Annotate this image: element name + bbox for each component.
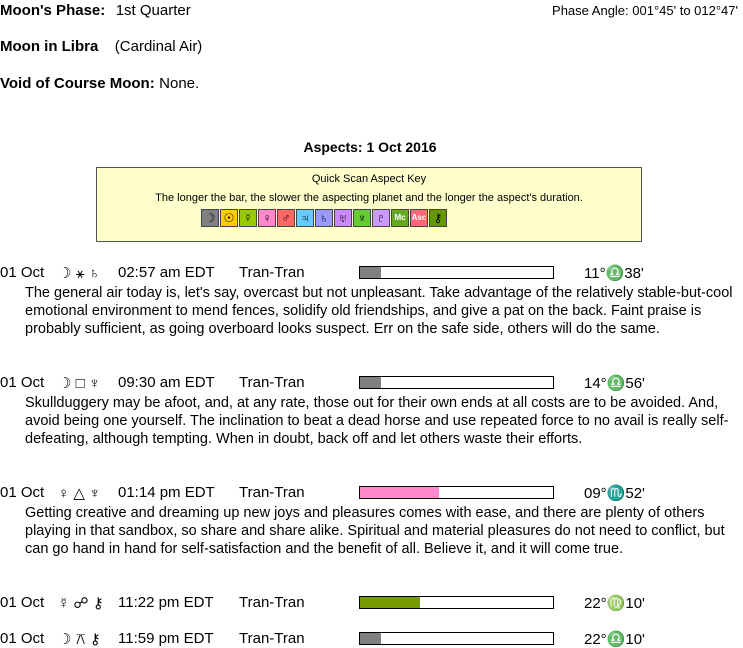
- moon-sign-label: Moon in Libra: [0, 38, 99, 55]
- aspect-glyphs: ☽ □ ♆: [58, 375, 101, 392]
- aspect-duration-fill: [360, 597, 420, 608]
- aspect-duration-fill: [360, 633, 381, 644]
- saturn-icon: ♄: [315, 209, 333, 227]
- uranus-icon: ♅: [334, 209, 352, 227]
- aspects-title: Aspects: 1 Oct 2016: [303, 139, 437, 155]
- aspect-duration-bar: [359, 596, 554, 609]
- aspect-glyphs: ♀ △ ♆: [58, 485, 101, 502]
- void-value: None.: [159, 75, 200, 92]
- mars-icon: ♂: [277, 209, 295, 227]
- neptune-icon: ♆: [353, 209, 371, 227]
- aspect-glyphs: ☽ ⚹ ♄: [58, 265, 101, 282]
- aspect-date: 01 Oct: [0, 484, 45, 501]
- void-label: Void of Course Moon:: [0, 75, 155, 92]
- key-planet-icons: [201, 209, 448, 227]
- aspect-duration-bar: [359, 266, 554, 279]
- aspect-type: Tran-Tran: [239, 484, 305, 501]
- aspect-time: 11:22 pm EDT: [118, 594, 214, 611]
- moon-sign-row: [0, 38, 202, 56]
- aspect-date: 01 Oct: [0, 264, 45, 281]
- aspect-time: 11:59 pm EDT: [118, 630, 214, 647]
- aspect-position: 11°♎38': [584, 265, 644, 282]
- aspect-key-box: [96, 167, 642, 242]
- key-subtitle: The longer the bar, the slower the aspecting planet and the longer the aspect's duration.: [155, 192, 583, 204]
- moon-phase-label: Moon's Phase:: [0, 2, 106, 19]
- aspect-duration-fill: [360, 487, 439, 498]
- mercury-icon: ☿: [239, 209, 257, 227]
- aspect-type: Tran-Tran: [239, 374, 305, 391]
- aspect-glyphs: ☿ ☍ ⚷: [58, 595, 104, 612]
- sun-icon: ☉: [220, 209, 238, 227]
- aspect-glyphs: ☽ ⚻ ⚷: [58, 631, 101, 648]
- aspect-duration-fill: [360, 267, 381, 278]
- aspect-type: Tran-Tran: [239, 264, 305, 281]
- aspect-position: 09°♏52': [584, 485, 645, 502]
- aspect-interpretation: The general air today is, let's say, overcast but not unpleasant. Take advantage of the relatively stable-but-cool emotional environment to mend fences, solidify old friendships, and give a pat on the back. Faint praise is probably sufficient, as going overboard looks suspect. Err on the safe side, others will do the same.: [25, 285, 733, 337]
- aspect-date: 01 Oct: [0, 630, 45, 647]
- aspect-type: Tran-Tran: [239, 630, 305, 647]
- key-title: Quick Scan Aspect Key: [311, 173, 427, 185]
- chiron-icon: ⚷: [429, 209, 447, 227]
- moon-phase-value: 1st Quarter: [115, 2, 191, 19]
- aspect-duration-bar: [359, 376, 554, 389]
- aspect-date: 01 Oct: [0, 594, 45, 611]
- aspect-time: 09:30 am EDT: [118, 374, 215, 391]
- aspect-duration-bar: [359, 632, 554, 645]
- moon-sign-value: (Cardinal Air): [114, 38, 203, 55]
- aspect-date: 01 Oct: [0, 374, 45, 391]
- aspect-duration-fill: [360, 377, 381, 388]
- void-of-course-row: [0, 75, 199, 93]
- midheaven-icon: Mc: [391, 209, 409, 227]
- moon-icon: ☽: [201, 209, 219, 227]
- aspect-interpretation: Skullduggery may be afoot, and, at any rate, those out for their own ends at all costs are to be avoided. And, avoid being one yourself. The inclination to beat a dead horse and use repeated force to no avail is really self-defeating, although tempting. When in doubt, back off and let others waste their efforts.: [25, 395, 729, 447]
- aspect-time: 01:14 pm EDT: [118, 484, 215, 501]
- aspect-time: 02:57 am EDT: [118, 264, 215, 281]
- aspect-position: 14°♎56': [584, 375, 645, 392]
- aspect-type: Tran-Tran: [239, 594, 305, 611]
- ascendant-icon: Asc: [410, 209, 428, 227]
- moon-phase-row: [0, 2, 191, 20]
- jupiter-icon: ♃: [296, 209, 314, 227]
- pluto-icon: ♇: [372, 209, 390, 227]
- aspect-position: 22°♎10': [584, 631, 645, 648]
- venus-icon: ♀: [258, 209, 276, 227]
- phase-angle: Phase Angle: 001°45' to 012°47': [552, 3, 738, 18]
- aspect-duration-bar: [359, 486, 554, 499]
- aspect-interpretation: Getting creative and dreaming up new joys and pleasures comes with ease, and there are plenty of others playing in that sandbox, so share and share alike. Spiritual and material pleasures do not need to conflict, but can go hand in hand for self-satisfaction and the benefit of all. Believe it, and it will come true.: [25, 505, 725, 557]
- aspect-position: 22°♍10': [584, 595, 645, 612]
